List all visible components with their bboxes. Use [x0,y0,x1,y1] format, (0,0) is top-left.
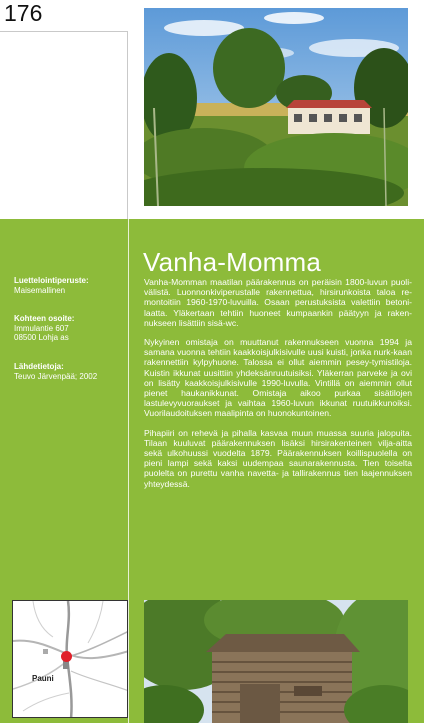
address-label: Kohteen osoite: [14,314,75,323]
category-value: Maisemallinen [14,285,66,295]
paragraph: Pihapiiri on rehevä ja pihalla kasvaa muun muassa suuria jalopuita. Tilaan kuuluvat päärakennuksen lisäksi hirsirakenteinen vilja-aitta sekä ulkohuussi vuodelta 1879. Päärakennuksen koillispuolella on pieni lampi sekä kaksi uudempaa saunarakennusta. Tien toiselta puolelta on purettu vanha navetta- ja tallirakennus tien laajennuksen yhteydessä. [144,427,412,489]
paragraph: Vanha-Momman maatilan päärakennus on peräisin 1800-luvun puoli-välistä. Luonnonkiviperustalle rakennettua, hirsirunkoista taloa re-montoitiin 1960-1970-luvuilla. Osaan perustuksista valettiin betoni-laatta. Yläkertaan tehtiin huoneet kumpaankin päätyyn ja raken-nukseen lisättiin sisä-wc. [144,277,412,328]
address-line1: Immulantie 607 [14,323,69,333]
page-title: Vanha-Momma [143,247,322,278]
outbuilding-photo [144,600,408,723]
category-label: Luettelointiperuste: [14,276,89,285]
farmhouse-photo [144,8,408,206]
category-block [14,276,124,295]
page-number: 176 [4,0,43,26]
column-divider [128,219,129,723]
address-block [14,314,124,343]
description-text [144,277,412,498]
location-map [12,600,128,718]
map-place-label: Pauni [32,674,54,683]
address-line2: 08500 Lohja as [14,333,69,342]
paragraph: Nykyinen omistaja on muuttanut rakennukseen vuonna 1994 ja samana vuonna tehtiin kaakkoisjulkisivulle uusi kuisti, jonka nurk-kaan rakennettiin kylpyhuone. Talossa ei ollut aiemmin pesey-tymistiloja. Kuistin ikkunat uusittiin yhdeksänruutuisiksi. Yläkerran parveke ja ovi on lisätty kaakkoisjulkisivulle 1990-luvulla. Vintillä on aiemmin ollut pienet haukanikkunat. Omistaja aikoo purkaa sisätilojen lastulevyvuoraukset ja vaihtaa 1960-luvun ikkunat ruutuikkunoiksi. Vuorilaudoituksen maalipinta on huonokuntoinen. [144,337,412,419]
source-label: Lähdetietoja: [14,362,64,371]
header-blank-box [0,31,128,219]
source-value: Teuvo Järvenpää; 2002 [14,371,98,381]
location-marker-icon [61,651,72,662]
source-block [14,362,124,381]
